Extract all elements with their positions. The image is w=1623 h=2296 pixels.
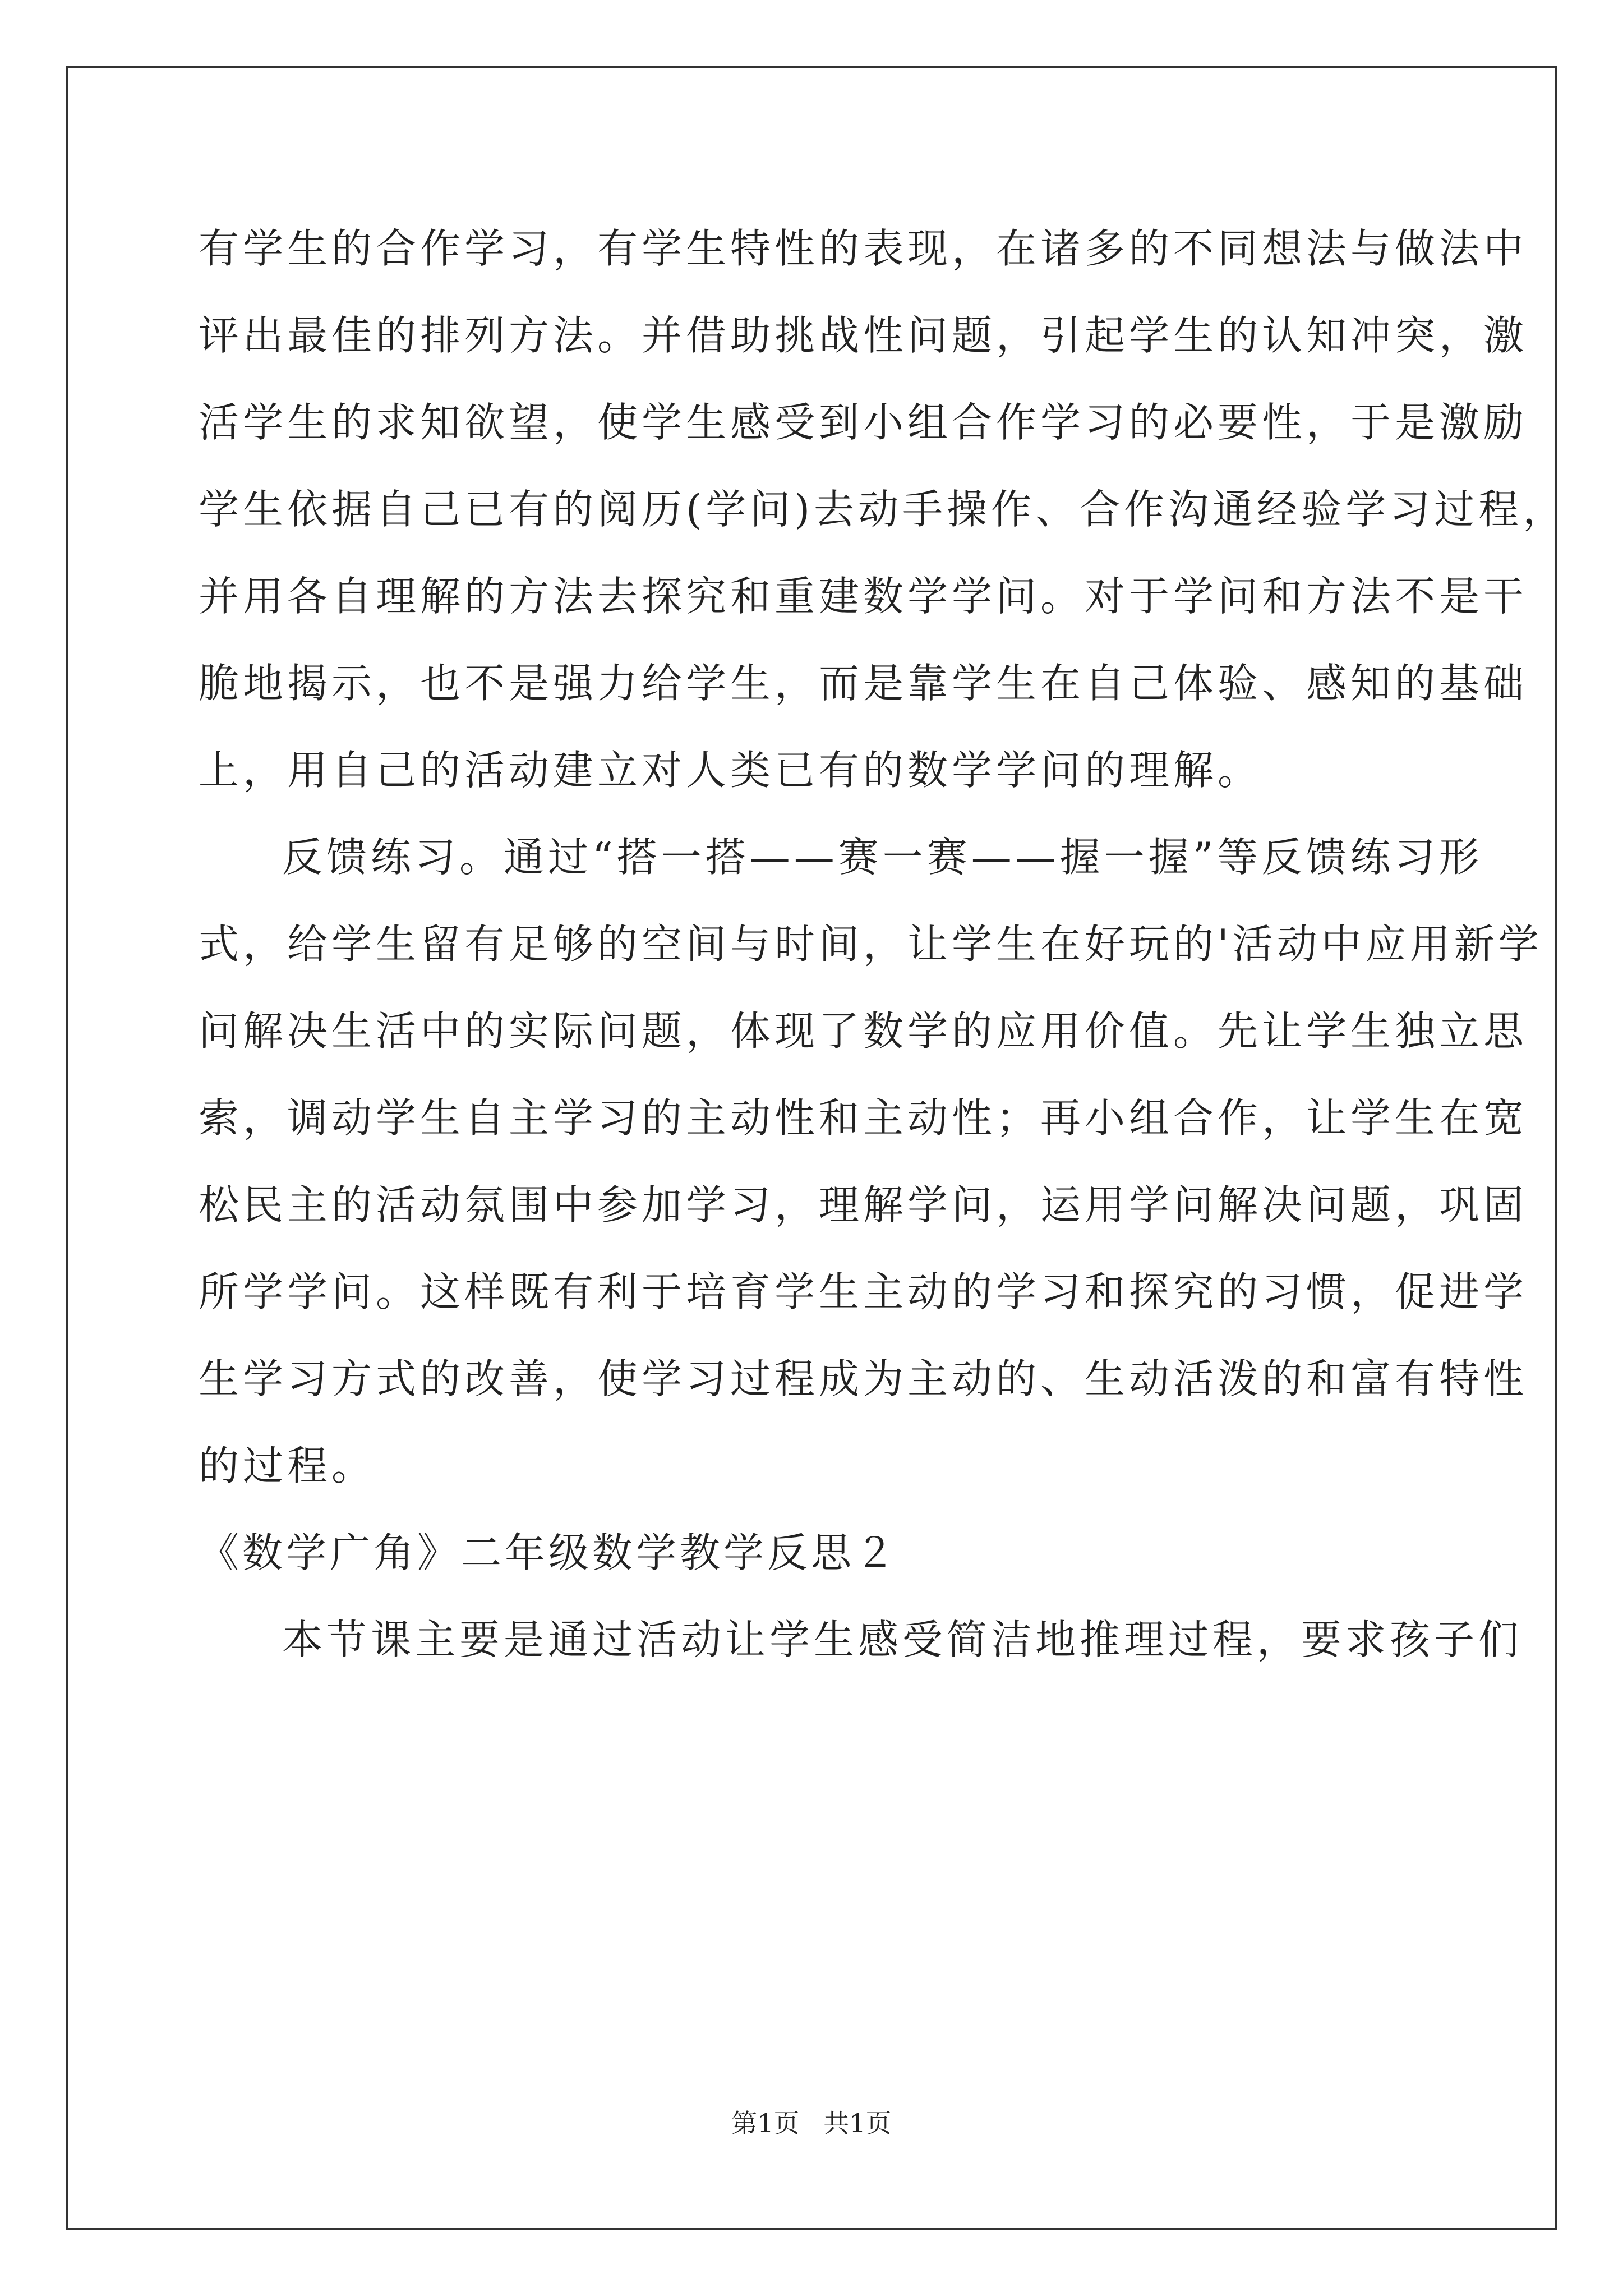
text-line: 索，调动学生自主学习的主动性和主动性；再小组合作，让学生在宽: [199, 1094, 1528, 1142]
text-line: 学生依据自己已有的阅历(学问)去动手操作、合作沟通经验学习过程，: [199, 486, 1567, 533]
page-border: [66, 66, 1557, 2230]
text-line: 式，给学生留有足够的空间与时间，让学生在好玩的'活动中应用新学: [199, 921, 1543, 968]
text-line: 有学生的合作学习，有学生特性的表现，在诸多的不同想法与做法中: [199, 225, 1528, 272]
text-line: 脆地揭示，也不是强力给学生，而是靠学生在自己体验、感知的基础: [199, 660, 1528, 707]
text-line: 问解决生活中的实际问题，体现了数学的应用价值。先让学生独立思: [199, 1007, 1528, 1055]
text-line: 反馈练习。通过“搭一搭——赛一赛——握一握”等反馈练习形: [282, 834, 1483, 881]
text-line: 活学生的求知欲望，使学生感受到小组合作学习的必要性，于是激励: [199, 399, 1528, 446]
page-number-label: 第1页: [731, 2108, 800, 2138]
page-total-label: 共1页: [823, 2108, 892, 2138]
text-line: 上，用自己的活动建立对人类已有的数学学问的理解。: [199, 747, 1262, 794]
text-line: 评出最佳的排列方法。并借助挑战性问题，引起学生的认知冲突，激: [199, 312, 1528, 359]
text-line: 本节课主要是通过活动让学生感受简洁地推理过程，要求孩子们: [282, 1616, 1523, 1663]
section-heading: 《数学广角》二年级数学教学反思２: [199, 1529, 899, 1576]
text-line: 所学学问。这样既有利于培育学生主动的学习和探究的习惯，促进学: [199, 1268, 1528, 1315]
text-line: 的过程。: [199, 1442, 376, 1489]
text-line: 生学习方式的改善，使学习过程成为主动的、生动活泼的和富有特性: [199, 1355, 1528, 1402]
text-line: 松民主的活动氛围中参加学习，理解学问，运用学问解决问题，巩固: [199, 1181, 1528, 1228]
page-footer: [0, 2106, 1623, 2140]
text-line: 并用各自理解的方法去探究和重建数学学问。对于学问和方法不是干: [199, 573, 1528, 620]
